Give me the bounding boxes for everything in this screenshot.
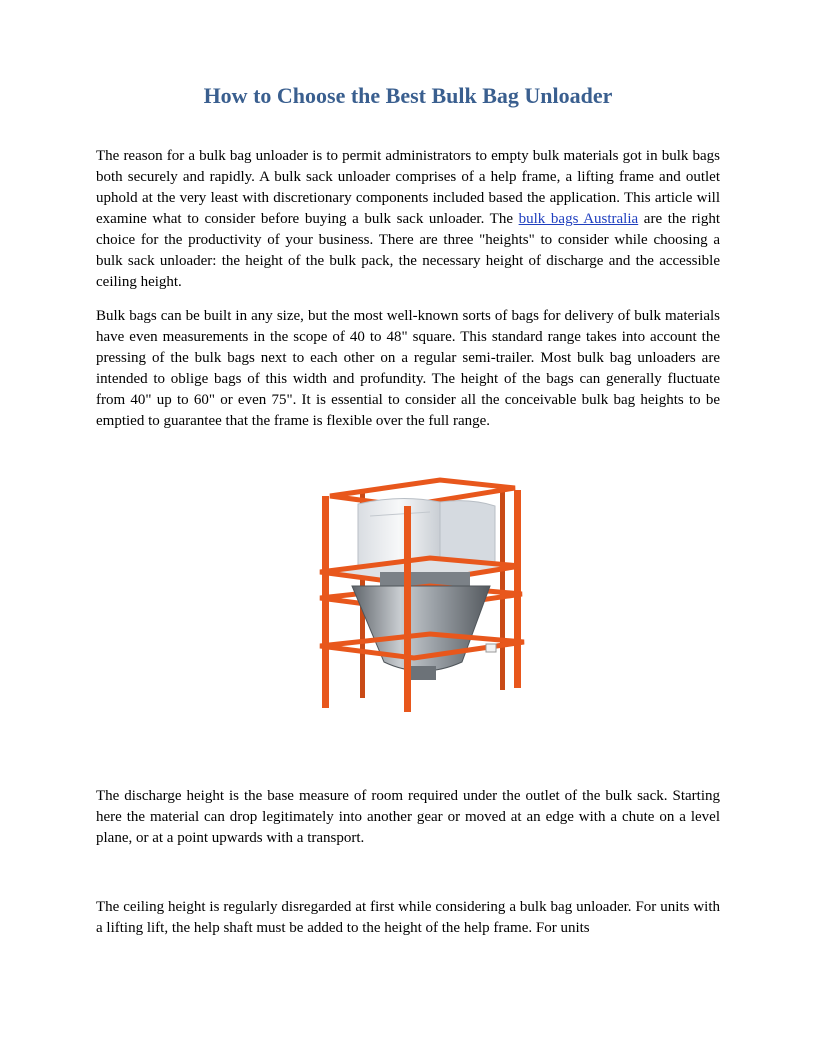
discharge-plate xyxy=(380,572,470,586)
front-right-post xyxy=(514,490,521,688)
bulk-bag-side xyxy=(440,501,495,567)
paragraph-bag-sizes: Bulk bags can be built in any size, but the most well-known sorts of bags for delivery of bulk materials have even measurements in the scope of 40 to 48" square. This standard range takes into account the pressing of the bulk bags next to each other on a regular semi-trailer. Most bulk bag unloaders are intended to oblige bags of this width and profundity. The height of the bags can generally fluctuate from 40" up to 60" or even 75". It is essential to consider all the conceivable bulk bag heights to be emptied to guarantee that the frame is flexible over the full range. xyxy=(96,308,720,429)
page-title: How to Choose the Best Bulk Bag Unloader xyxy=(203,83,613,108)
hopper-outlet xyxy=(410,666,436,680)
paragraph-intro-text-end: are the right choice for the productivity of your business. There are three "heights" to consider while choosing a bulk sack unloader: the height of the bulk pack, the necessary height of discharge and the accessible ceiling height. xyxy=(96,211,720,290)
unloader-illustration xyxy=(290,476,540,716)
paragraph-intro-text-start: The reason for a bulk bag unloader is to permit administrators to empty bulk materials got in bulk bags both securely and rapidly. A bulk sack unloader comprises of a help frame, a lifting frame and outlet uphold at the very least with discretionary components included based the application. This article will examine what to consider before buying a bulk sack unloader. The xyxy=(96,148,720,227)
front-middle-post xyxy=(404,506,411,712)
bulk-bags-australia-link[interactable]: bulk bags Australia xyxy=(518,211,639,227)
bulk-bag-unloader-image xyxy=(290,476,540,716)
paragraph-discharge-height: The discharge height is the base measure of room required under the outlet of the bulk sack. Starting here the material can drop legitimately into another gear or moved at an edge with a chute on a level plane, or at a point upwards with a transport. xyxy=(96,788,720,846)
front-left-post xyxy=(322,496,329,708)
control-box xyxy=(486,644,496,652)
paragraph-ceiling-height: The ceiling height is regularly disregarded at first while considering a bulk bag unloader. For units with a lifting lift, the help shaft must be added to the height of the help frame. For units xyxy=(96,899,720,936)
paragraph-intro xyxy=(96,146,720,293)
